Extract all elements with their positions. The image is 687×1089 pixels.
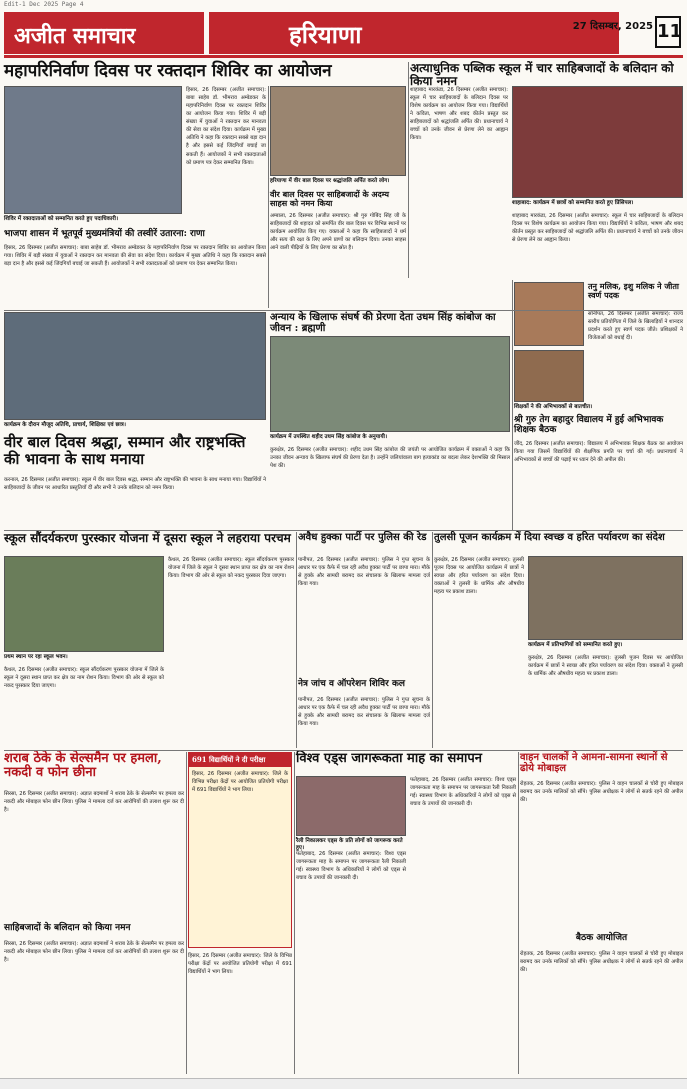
- a8-photo: [4, 556, 164, 652]
- a12-body: हिसार, 26 दिसम्बर (अजीत समाचार): जिले के विभिन्न परीक्षा केंद्रों पर आयोजित प्रतियोगी परीक्षा में 691 विद्यार्थियों ने भाग लिया।: [192, 771, 288, 794]
- column-rule: [294, 752, 295, 1074]
- a13-headline: विश्व एड्स जागरूकता माह का समापन: [296, 751, 483, 766]
- a8-headline: स्कूल सौंदर्यकरण पुरस्कार योजना में दूसरा स्कूल ने लहराया परचम: [4, 531, 291, 545]
- section-title: हरियाणा: [209, 12, 619, 54]
- a14-body2: रोहतक, 26 दिसम्बर (अजीत समाचार): पुलिस ने वाहन चालकों से चोरी हुए मोबाइल बरामद कर उनके मालिकों को सौंपे। पुलिस अधीक्षक ने लोगों से सतर्क रहने की अपील की।: [520, 951, 683, 974]
- column-rule: [296, 532, 297, 748]
- a9-body: पानीपत, 26 दिसम्बर (अजीत समाचार): पुलिस ने गुप्त सूचना के आधार पर एक कैफे में चल रही अवैध हुक्का पार्टी पर छापा मारा। मौके से हुक्के और सामग्री बरामद कर संचालक के खिलाफ मामला दर्ज किया गया।: [298, 557, 430, 588]
- a5-kicker: तनु मलिक, इशु मलिक ने जीता स्वर्ण पदक: [588, 281, 680, 300]
- row-rule: [4, 750, 683, 751]
- a12-box: [188, 752, 292, 948]
- a4-caption: कार्यक्रम में उपस्थित शहीद उधम सिंह कांबोज के अनुयायी।: [270, 434, 388, 440]
- a11-body2: सिरसा, 26 दिसम्बर (अजीत समाचार): अज्ञात बदमाशों ने शराब ठेके के सेल्समैन पर हमला कर नकदी और मोबाइल फोन छीन लिया। पुलिस ने मामला दर्ज कर आरोपियों की तलाश शुरू कर दी है।: [4, 941, 184, 964]
- column-rule: [432, 532, 433, 748]
- a7-photo: [4, 312, 266, 420]
- row-rule: [4, 530, 683, 531]
- a5-body: सोनीपत, 26 दिसम्बर (अजीत समाचार): राज्य स्तरीय प्रतियोगिता में जिले के खिलाड़ियों ने शानदार प्रदर्शन करते हुए स्वर्ण पदक जीते। प्रशिक्षकों ने विजेताओं को बधाई दी।: [588, 311, 683, 342]
- a6-photo: [514, 350, 584, 402]
- a1-subbody: हिसार, 26 दिसम्बर (अजीत समाचार): बाबा साहेब डॉ. भीमराव अम्बेडकर के महापरिनिर्वाण दिवस पर रक्तदान शिविर का आयोजन किया गया। शिविर में बड़ी संख्या में युवाओं ने रक्तदान कर मानवता की सेवा का संदेश दिया। कार्यक्रम में मुख्य अतिथि ने कहा कि रक्तदान सबसे बड़ा दान है और इससे कई जिंदगियाँ बचाई जा सकती हैं। आयोजकों ने सभी रक्तदाताओं को प्रमाण पत्र देकर सम्मानित किया।: [4, 245, 266, 268]
- a5-photo: [514, 282, 584, 346]
- page-slug: Edit-1 Dec 2025 Page 4: [4, 1, 84, 8]
- page-number: 11: [655, 16, 681, 48]
- a10-photo: [528, 556, 683, 640]
- a9-headline: अवैध हुक्का पार्टी पर पुलिस की रेड: [298, 532, 427, 543]
- a1-photo: [4, 86, 182, 214]
- a4-headline: अन्याय के खिलाफ संघर्ष की प्रेरणा देता उधम सिंह कांबोज का जीवन : ब्रह्मणी: [270, 312, 496, 334]
- a10-body2: कुरुक्षेत्र, 26 दिसम्बर (अजीत समाचार): तुलसी पूजन दिवस पर आयोजित कार्यक्रम में छात्रों ने स्वच्छ और हरित पर्यावरण का संदेश दिया। वक्ताओं ने तुलसी के धार्मिक और औषधीय महत्व पर प्रकाश डाला।: [528, 655, 683, 678]
- issue-date: 27 दिसम्बर, 2025: [572, 21, 653, 32]
- a14-subhead: बैठक आयोजित: [575, 933, 628, 943]
- a3-photo: [512, 86, 683, 198]
- a13-photo: [296, 776, 406, 836]
- a1-body: हिसार, 26 दिसम्बर (अजीत समाचार): बाबा साहेब डॉ. भीमराव अम्बेडकर के महापरिनिर्वाण दिवस पर रक्तदान शिविर का आयोजन किया गया। शिविर में बड़ी संख्या में युवाओं ने रक्तदान कर मानवता की सेवा का संदेश दिया। कार्यक्रम में मुख्य अतिथि ने कहा कि रक्तदान सबसे बड़ा दान है और इससे कई जिंदगियाँ बचाई जा सकती हैं। आयोजकों ने सभी रक्तदाताओं को प्रमाण पत्र देकर सम्मानित किया।: [186, 87, 266, 166]
- column-rule: [512, 280, 513, 530]
- a13-body: फतेहाबाद, 26 दिसम्बर (अजीत समाचार): विश्व एड्स जागरूकता माह के समापन पर जागरूकता रैली निकाली गई। स्वास्थ्य विभाग के अधिकारियों ने लोगों को एड्स से बचाव के उपायों की जानकारी दी।: [296, 851, 406, 882]
- a11-subhead: साहिबजादों के बलिदान को किया नमन: [4, 923, 131, 933]
- a6-body: जींद, 26 दिसम्बर (अजीत समाचार): विद्यालय में अभिभावक शिक्षक बैठक का आयोजन किया गया जिसमें विद्यार्थियों की शैक्षणिक प्रगति पर चर्चा की गई। प्रधानाचार्य ने अभिभावकों से बच्चों की पढ़ाई पर ध्यान देने की अपील की।: [514, 441, 683, 464]
- a3-caption: शाहाबाद: कार्यक्रम में छात्रों को सम्मानित करते हुए प्रिंसिपल।: [512, 200, 634, 206]
- column-rule: [268, 86, 269, 308]
- a11-body: सिरसा, 26 दिसम्बर (अजीत समाचार): अज्ञात बदमाशों ने शराब ठेके के सेल्समैन पर हमला कर नकदी और मोबाइल फोन छीन लिया। पुलिस ने मामला दर्ज कर आरोपियों की तलाश शुरू कर दी है।: [4, 791, 184, 814]
- column-rule: [186, 752, 187, 1074]
- column-rule: [408, 62, 409, 278]
- a8-body2: कैथल, 26 दिसम्बर (अजीत समाचार): स्कूल सौंदर्यकरण पुरस्कार योजना में जिले के स्कूल ने दूसरा स्थान प्राप्त कर क्षेत्र का नाम रोशन किया। विभाग की ओर से स्कूल को नकद पुरस्कार दिया जाएगा।: [168, 557, 294, 580]
- a7-headline: वीर बाल दिवस श्रद्धा, सम्मान और राष्ट्रभक्ति की भावना के साथ मनाया: [4, 433, 246, 468]
- a10-body: कुरुक्षेत्र, 26 दिसम्बर (अजीत समाचार): तुलसी पूजन दिवस पर आयोजित कार्यक्रम में छात्रों ने स्वच्छ और हरित पर्यावरण का संदेश दिया। वक्ताओं ने तुलसी के धार्मिक और औषधीय महत्व पर प्रकाश डाला।: [434, 557, 524, 596]
- a14-headline: वाहन चालकों ने आमना-सामना स्थानों से ढोये मोबाइल: [520, 752, 668, 774]
- a12-box-title: 691 विद्यार्थियों ने दी परीक्षा: [189, 753, 291, 767]
- a7-caption: कार्यक्रम के दौरान मौजूद अतिथि, प्राचार्य, शिक्षिका एवं छात्र।: [4, 422, 126, 428]
- a6-headline: श्री गुरु तेग बहादुर विद्यालय में हुई अभिभावक शिक्षक बैठक: [514, 415, 664, 435]
- a2-headline: वीर बाल दिवस पर साहिबजादों के अदम्य साहस को नमन किया: [270, 189, 389, 208]
- a12-body2: हिसार, 26 दिसम्बर (अजीत समाचार): जिले के विभिन्न परीक्षा केंद्रों पर आयोजित प्रतियोगी परीक्षा में 691 विद्यार्थियों ने भाग लिया।: [188, 953, 292, 976]
- masthead: [4, 12, 683, 58]
- a3-body2: शाहाबाद मारकंडा, 26 दिसम्बर (अजीत समाचार): स्कूल में चार साहिबजादों के बलिदान दिवस पर विशेष कार्यक्रम का आयोजन किया गया। विद्यार्थियों ने कविता, भाषण और शबद कीर्तन प्रस्तुत कर साहिबजादों को श्रद्धांजलि अर्पित की। प्रधानाचार्य ने बच्चों को उनके जीवन से प्रेरणा लेने का आह्वान किया।: [512, 213, 683, 244]
- a14-body: रोहतक, 26 दिसम्बर (अजीत समाचार): पुलिस ने वाहन चालकों से चोरी हुए मोबाइल बरामद कर उनके मालिकों को सौंपे। पुलिस अधीक्षक ने लोगों से सतर्क रहने की अपील की।: [520, 781, 683, 804]
- a3-headline: अत्याधुनिक पब्लिक स्कूल में चार साहिबजादों के बलिदान को किया नमन: [410, 61, 674, 89]
- a8-caption: प्रथम स्थान पर रहा स्कूल भवन।: [4, 654, 68, 660]
- a9-subhead: नेत्र जांच व ऑपरेशन शिविर कल: [298, 679, 405, 689]
- a8-body: कैथल, 26 दिसम्बर (अजीत समाचार): स्कूल सौंदर्यकरण पुरस्कार योजना में जिले के स्कूल ने दूसरा स्थान प्राप्त कर क्षेत्र का नाम रोशन किया। विभाग की ओर से स्कूल को नकद पुरस्कार दिया जाएगा।: [4, 667, 164, 690]
- a3-body: शाहाबाद मारकंडा, 26 दिसम्बर (अजीत समाचार): स्कूल में चार साहिबजादों के बलिदान दिवस पर विशेष कार्यक्रम का आयोजन किया गया। विद्यार्थियों ने कविता, भाषण और शबद कीर्तन प्रस्तुत कर साहिबजादों को श्रद्धांजलि अर्पित की। प्रधानाचार्य ने बच्चों को उनके जीवन से प्रेरणा लेने का आह्वान किया।: [410, 87, 508, 142]
- a11-headline: शराब ठेके के सेल्समैन पर हमला, नकदी व फोन छीना: [4, 751, 162, 781]
- a13-caption: रैली निकालकर एड्स के प्रति लोगों को जागरूक करते हुए।: [296, 838, 403, 852]
- a2-body: अम्बाला, 26 दिसम्बर (अजीत समाचार): श्री गुरु गोबिंद सिंह जी के साहिबजादों की शहादत को समर्पित वीर बाल दिवस पर विभिन्न स्थानों पर कार्यक्रम आयोजित किए गए। वक्ताओं ने कहा कि साहिबजादों ने धर्म और सत्य की रक्षा के लिए अपने प्राणों का बलिदान दिया। उनका साहस आने वाली पीढ़ियों के लिए प्रेरणा का स्रोत है।: [270, 213, 406, 252]
- a1-headline: महापरिनिर्वाण दिवस पर रक्तदान शिविर का आयोजन: [4, 61, 332, 81]
- column-rule: [518, 752, 519, 1074]
- a9-body2: पानीपत, 26 दिसम्बर (अजीत समाचार): पुलिस ने गुप्त सूचना के आधार पर एक कैफे में चल रही अवैध हुक्का पार्टी पर छापा मारा। मौके से हुक्के और सामग्री बरामद कर संचालक के खिलाफ मामला दर्ज किया गया।: [298, 697, 430, 728]
- a2-photo: [270, 86, 406, 176]
- row-rule: [4, 310, 683, 311]
- a2-caption: हरियाणा में वीर बाल दिवस पर श्रद्धांजलि अर्पित करते लोग।: [270, 178, 390, 184]
- a4-body: कुरुक्षेत्र, 26 दिसम्बर (अजीत समाचार): शहीद उधम सिंह कांबोज की जयंती पर आयोजित कार्यक्रम में वक्ताओं ने कहा कि उनका जीवन अन्याय के खिलाफ संघर्ष की प्रेरणा देता है। उन्होंने जलियांवाला बाग हत्याकांड का बदला लेकर देशभक्ति की मिसाल पेश की।: [270, 447, 510, 470]
- a1-caption: शिविर में रक्तदाताओं को सम्मानित करते हुए पदाधिकारी।: [4, 216, 119, 222]
- a6-caption: शिक्षकों ने की अभिभावकों से बातचीत।: [514, 404, 593, 410]
- a10-headline: तुलसी पूजन कार्यक्रम में दिया स्वच्छ व हरित पर्यावरण का संदेश: [434, 532, 665, 543]
- newspaper-name: अजीत समाचार: [4, 12, 204, 54]
- a1-subhead: भाजपा शासन में भूतपूर्व मुख्यमंत्रियों की तस्वीरें उतारना: राणा: [4, 229, 205, 239]
- a13-body2: फतेहाबाद, 26 दिसम्बर (अजीत समाचार): विश्व एड्स जागरूकता माह के समापन पर जागरूकता रैली निकाली गई। स्वास्थ्य विभाग के अधिकारियों ने लोगों को एड्स से बचाव के उपायों की जानकारी दी।: [410, 777, 516, 808]
- a10-caption: कार्यक्रम में प्रतिभागियों को सम्मानित करते हुए।: [528, 642, 623, 648]
- color-registration-strip: [0, 1078, 687, 1089]
- a4-photo: [270, 336, 510, 432]
- a7-body: करनाल, 26 दिसम्बर (अजीत समाचार): स्कूल में वीर बाल दिवस श्रद्धा, सम्मान और राष्ट्रभक्ति की भावना के साथ मनाया गया। विद्यार्थियों ने साहिबजादों के जीवन पर आधारित प्रस्तुतियाँ दीं और सभी ने उनके बलिदान को नमन किया।: [4, 477, 266, 492]
